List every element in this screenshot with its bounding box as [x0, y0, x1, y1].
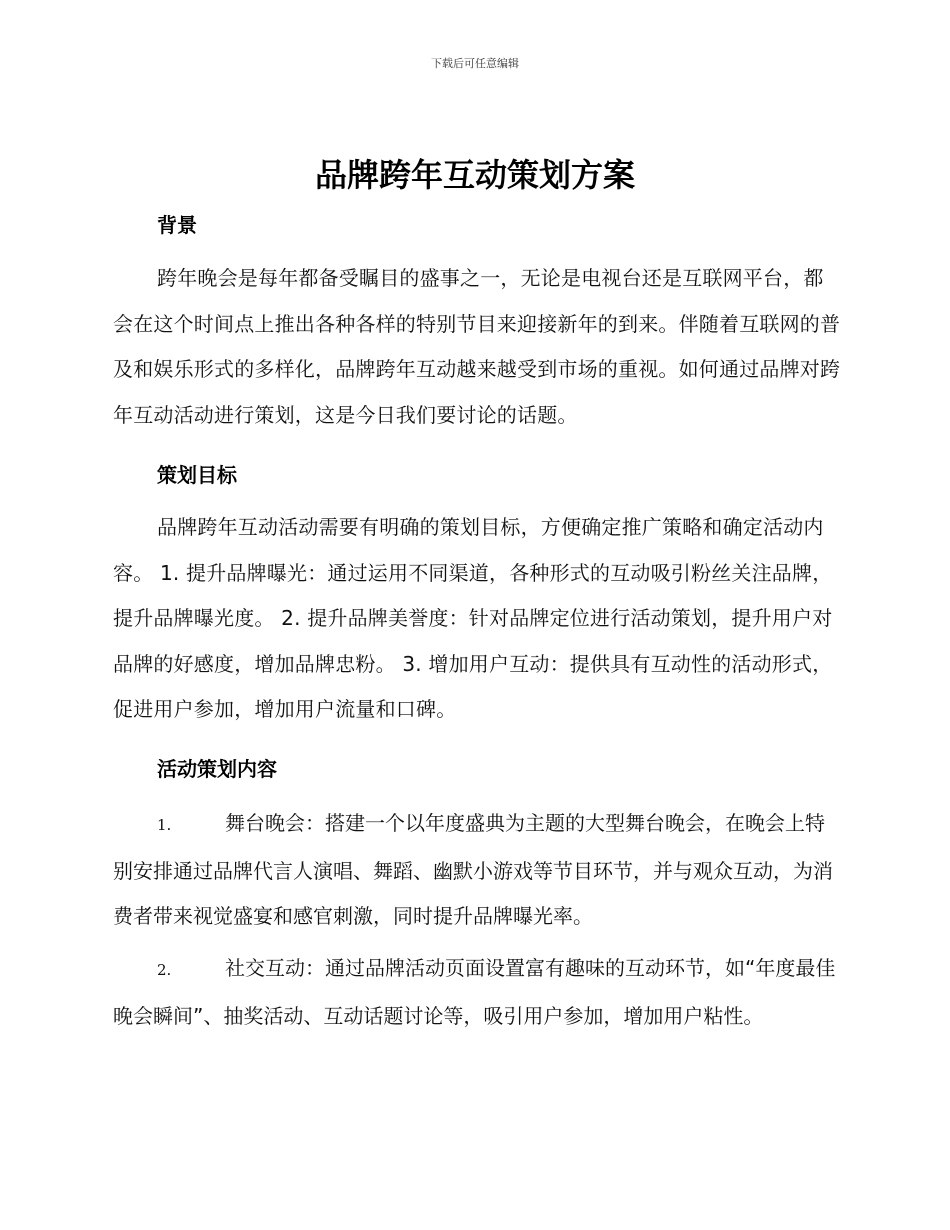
list-item — [113, 801, 843, 940]
page-header: 下载后可任意编辑 — [431, 57, 519, 70]
document-title: 品牌跨年互动策划方案 — [314, 156, 635, 194]
list-item — [113, 946, 843, 1039]
section-heading-background: 背景 — [157, 213, 197, 237]
section-paragraph-background: 跨年晚会是每年都备受瞩目的盛事之一，无论是电视台还是互联网平台，都会在这个时间点上推出各种各样的特别节目来迎接新年的到来。伴随着互联网的普及和娱乐形式的多样化，品牌跨年互动越来越受到市场的重视。如何通过品牌对跨年互动活动进行策划，这是今日我们要讨论的话题。 — [113, 266, 841, 427]
list-item-text: 舞台晚会：搭建一个以年度盛典为主题的大型舞台晚会，在晚会上特别安排通过品牌代言人演唱、舞蹈、幽默小游戏等节目环节，并与观众互动，为消费者带来视觉盛宴和感官刺激，同时提升品牌曝光率。 — [113, 811, 833, 928]
list-item-text: 社交互动：通过品牌活动页面设置富有趣味的互动环节，如“年度最佳晚会瞬间”、抽奖活动、互动话题讨论等，吸引用户参加，增加用户粘性。 — [113, 956, 836, 1028]
list-item-number: 2. — [157, 961, 172, 979]
section-heading-goals: 策划目标 — [157, 463, 237, 487]
section-paragraph-goals: 品牌跨年互动活动需要有明确的策划目标，方便确定推广策略和确定活动内容。 1. 提升品牌曝光：通过运用不同渠道，各种形式的互动吸引粉丝关注品牌，提升品牌曝光度。 2. 提升品牌美誉度：针对品牌定位进行活动策划，提升用户对品牌的好感度，增加品牌忠粉。 3. 增加用户互动：提供具有互动性的活动形式，促进用户参加，增加用户流量和口碑。 — [113, 515, 833, 721]
section-heading-content: 活动策划内容 — [157, 757, 277, 781]
list-item-number: 1. — [157, 816, 172, 834]
